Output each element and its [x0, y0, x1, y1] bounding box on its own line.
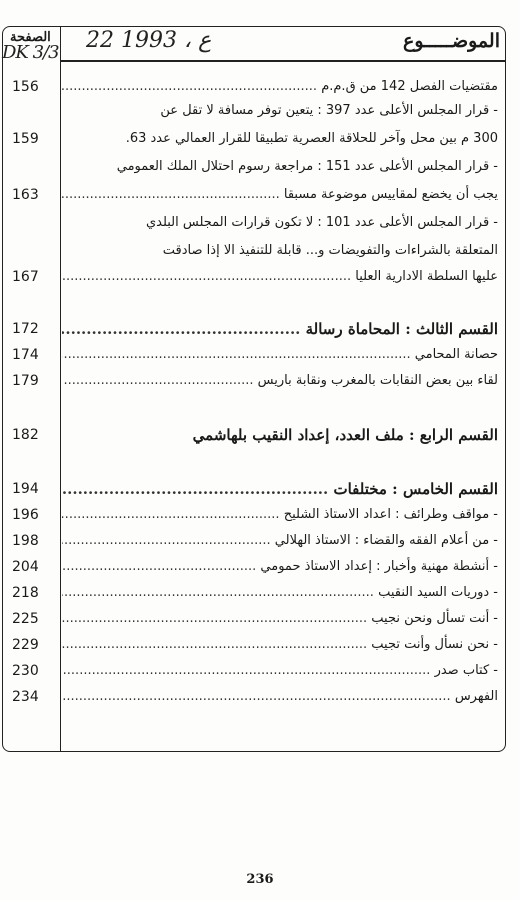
index-entry: يجب أن يخضع لمقاييس موضوعة مسبقا .....: [62, 184, 498, 206]
entry-page: 194: [12, 481, 39, 497]
page-column-label: الصفحة: [10, 30, 51, 45]
section-heading: القسم الخامس : مختلفات .....: [62, 478, 498, 500]
index-entry: - أنشطة مهنية وأخبار : إعداد الاستاذ حمومي .....: [62, 556, 498, 578]
header-rule: [60, 60, 506, 62]
entry-page: 218: [12, 585, 39, 601]
entry-page: 167: [12, 269, 39, 285]
subject-column-header: الموضـــــوع: [403, 30, 500, 52]
index-entry: - كتاب صدر .....: [62, 660, 498, 682]
index-entry: - أنت تسأل ونحن نجيب .....: [62, 608, 498, 630]
index-entry: - مواقف وطرائف : اعداد الاستاذ الشليح .....: [62, 504, 498, 526]
entry-page: 225: [12, 611, 39, 627]
index-entry: - دوريات السيد النقيب .....: [62, 582, 498, 604]
page-column-header: [2, 28, 60, 63]
entry-page: 229: [12, 637, 39, 653]
entry-page: [12, 156, 56, 178]
index-entry: - نحن نسأل وأنت تجيب .....: [62, 634, 498, 656]
entry-page: 156: [12, 79, 39, 95]
entry-page: 196: [12, 507, 39, 523]
index-entry: عليها السلطة الادارية العليا .....: [62, 266, 498, 288]
index-entry: مقتضيات الفصل 142 من ق.م.م .....: [62, 76, 498, 98]
entry-page: 163: [12, 187, 39, 203]
index-entry: - قرار المجلس الأعلى عدد 101 : لا تكون قرارات المجلس البلدي: [145, 215, 498, 230]
index-entry: حصانة المحامي .....: [62, 344, 498, 366]
entry-page: 198: [12, 533, 39, 549]
entry-page: 182: [12, 427, 39, 443]
entry-page: [12, 100, 56, 122]
handwritten-reference: 22 ع ، 1993: [86, 28, 212, 53]
index-entry: 300 م بين محل وآخر للحلاقة العصرية تطبيقا للقرار العمالي عدد 63.: [125, 131, 498, 146]
index-entry: - قرار المجلس الأعلى عدد 397 : يتعين توفر مسافة لا تقل عن: [160, 103, 498, 118]
page-number: 236: [246, 872, 274, 887]
handwritten-code: DK 3/3: [2, 42, 59, 63]
section-heading: القسم الرابع : ملف العدد، إعداد النقيب بلهاشمي: [192, 426, 498, 444]
index-entry: الفهرس .....: [62, 686, 498, 708]
entry-page: [12, 212, 56, 234]
entry-page: 230: [12, 663, 39, 679]
column-divider: [60, 26, 61, 752]
index-entry: - من أعلام الفقه والقضاء : الاستاذ الهلالي .....: [62, 530, 498, 552]
section-heading: القسم الثالث : المحاماة رسالة .....: [62, 318, 498, 340]
entry-page: [12, 240, 56, 262]
index-entry: المتعلقة بالشراءات والتفويضات و... قابلة للتنفيذ الا إذا صادقت: [162, 243, 498, 258]
index-entry: لقاء بين بعض النقابات بالمغرب ونقابة باريس .....: [62, 370, 498, 392]
index-entry: - قرار المجلس الأعلى عدد 151 : مراجعة رسوم احتلال الملك العمومي: [116, 159, 498, 174]
entry-page: 174: [12, 347, 39, 363]
entry-page: 159: [12, 131, 39, 147]
entry-page: 204: [12, 559, 39, 575]
entry-page: 234: [12, 689, 39, 705]
entry-page: 172: [12, 321, 39, 337]
entry-page: 179: [12, 373, 39, 389]
